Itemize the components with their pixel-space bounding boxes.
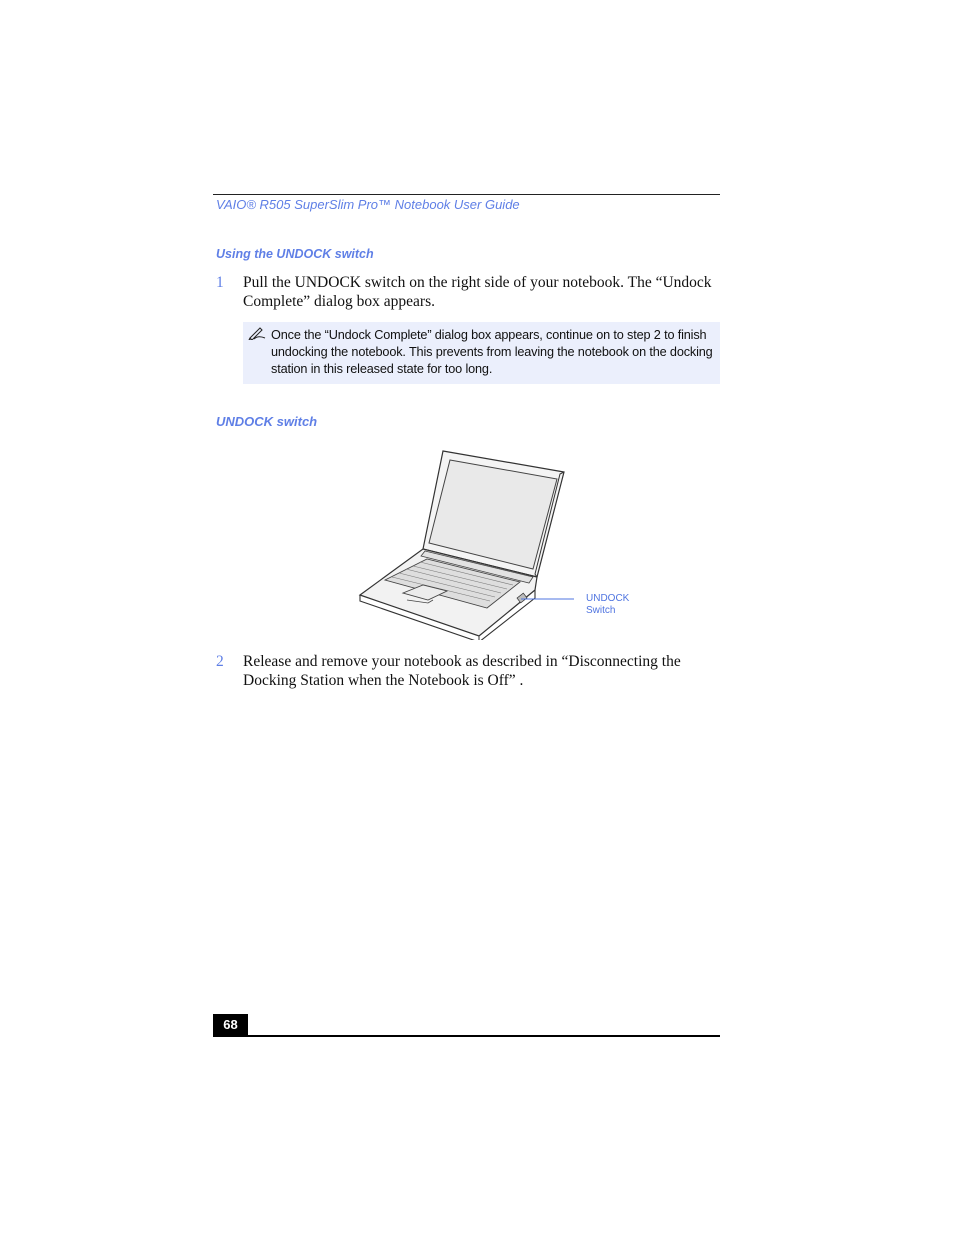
page-number: 68 xyxy=(213,1014,248,1036)
undock-switch-callout xyxy=(586,593,629,617)
step-text: Pull the UNDOCK switch on the right side of your notebook. The “Undock Complete” dialog box appears. xyxy=(243,274,712,310)
section-heading: Using the UNDOCK switch xyxy=(216,247,374,261)
footer-rule xyxy=(213,1035,720,1037)
callout-line-1: UNDOCK xyxy=(586,593,630,604)
note-text: Once the “Undock Complete” dialog box appears, continue on to step 2 to finish undocking the notebook. This prevents from leaving the notebook on the docking station in this released state for too long. xyxy=(271,328,713,376)
callout-line-2: Switch xyxy=(586,605,616,616)
document-title: VAIO® R505 SuperSlim Pro™ Notebook User Guide xyxy=(216,197,520,212)
header-rule xyxy=(213,194,720,195)
step-number: 1 xyxy=(216,274,224,291)
figure-caption: UNDOCK switch xyxy=(216,414,318,429)
note-box xyxy=(243,322,720,384)
step-text: Release and remove your notebook as described in “Disconnecting the Docking Station when the Notebook is Off” . xyxy=(243,653,681,689)
pencil-note-icon xyxy=(248,326,266,340)
step-number: 2 xyxy=(216,653,224,670)
